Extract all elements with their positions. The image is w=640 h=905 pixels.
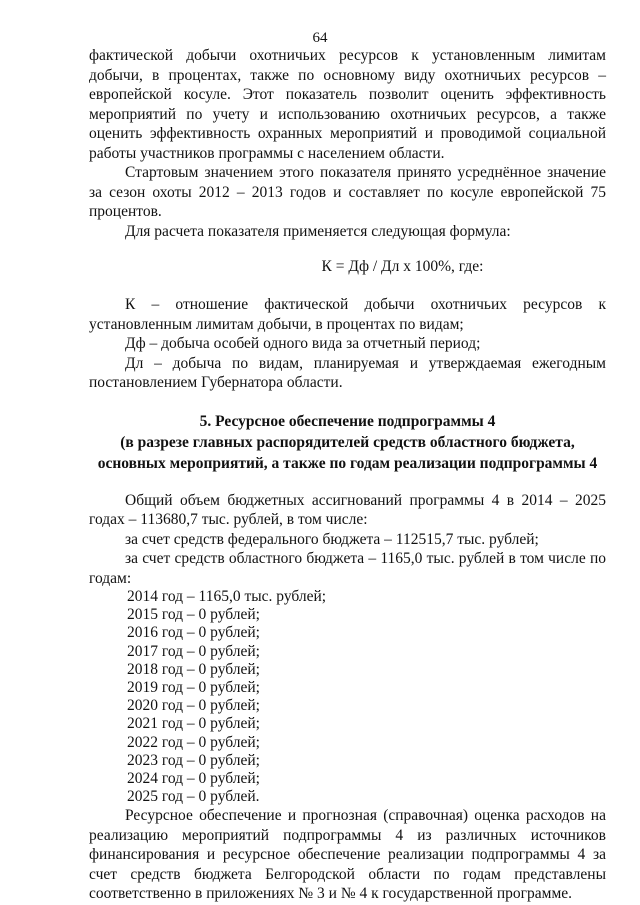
list-item: 2021 год – 0 рублей;: [127, 715, 260, 733]
list-item: 2019 год – 0 рублей;: [127, 679, 260, 697]
list-item: 2015 год – 0 рублей;: [127, 606, 260, 624]
section-heading-line-1: 5. Ресурсное обеспечение подпрограммы 4: [199, 412, 496, 430]
list-item: 2014 год – 1165,0 тыс. рублей;: [127, 588, 327, 605]
text-column: [89, 46, 606, 904]
years-list: [89, 588, 606, 806]
list-item: 2018 год – 0 рублей;: [127, 660, 260, 678]
formula: К = Дф / Дл х 100%, где:: [321, 258, 484, 275]
final-paragraph: Ресурсное обеспечение и прогнозная (справочная) оценка расходов на реализацию мероприятий подпрограммы 4 из различных источников финансирования и ресурсное обеспечение реализации подпрограммы 4 за счет средств бюджета Белгородской области по годам представлены соответственно в приложениях № 3 и № 4 к государственной программе.: [89, 807, 606, 903]
section-heading-line-3: основных мероприятий, а также по годам реализации подпрограммы 4: [97, 454, 598, 472]
regional-funding-paragraph: за счет средств областного бюджета – 1165,0 тыс. рублей в том числе по годам:: [89, 550, 606, 587]
list-item: 2022 год – 0 рублей;: [127, 733, 260, 751]
intro-paragraph-1: фактической добычи охотничьих ресурсов к установленным лимитам добычи, в процентах, также по основному виду охотничьих ресурсов – европейской косуле. Этот показатель позволит оценить эффективность мероприятий по учету и использованию охотничьих ресурсов, а также оценить эффективность охранных мероприятий и проводимой социальной работы участников программы с населением области.: [89, 47, 606, 162]
page-number: 64: [312, 30, 328, 46]
list-item: 2017 год – 0 рублей;: [127, 642, 260, 660]
section-heading-line-2: (в разрезе главных распорядителей средств областного бюджета,: [120, 433, 575, 451]
list-item: 2025 год – 0 рублей.: [127, 788, 260, 806]
definition-dl: Дл – добыча по видам, планируемая и утверждаемая ежегодным постановлением Губернатора области.: [89, 354, 606, 391]
federal-funding-paragraph: за счет средств федерального бюджета – 112515,7 тыс. рублей;: [125, 530, 539, 548]
list-item: 2016 год – 0 рублей;: [127, 624, 260, 642]
intro-paragraph-3: Для расчета показателя применяется следующая формула:: [125, 222, 511, 240]
list-item: 2020 год – 0 рублей;: [127, 697, 260, 715]
intro-paragraph-2: Стартовым значением этого показателя принято усреднённое значение за сезон охоты 2012 – 2013 годов и составляет по косуле европейской 75 процентов.: [89, 164, 606, 220]
total-funding-paragraph: Общий объем бюджетных ассигнований программы 4 в 2014 – 2025 годах – 113680,7 тыс. рублей, в том числе:: [89, 491, 606, 528]
list-item: 2024 год – 0 рублей;: [127, 770, 260, 788]
definition-df: Дф – добыча особей одного вида за отчетный период;: [125, 335, 481, 352]
definition-k: К – отношение фактической добычи охотничьих ресурсов к установленным лимитам добычи, в процентах по видам;: [89, 296, 606, 333]
list-item: 2023 год – 0 рублей;: [127, 751, 260, 769]
